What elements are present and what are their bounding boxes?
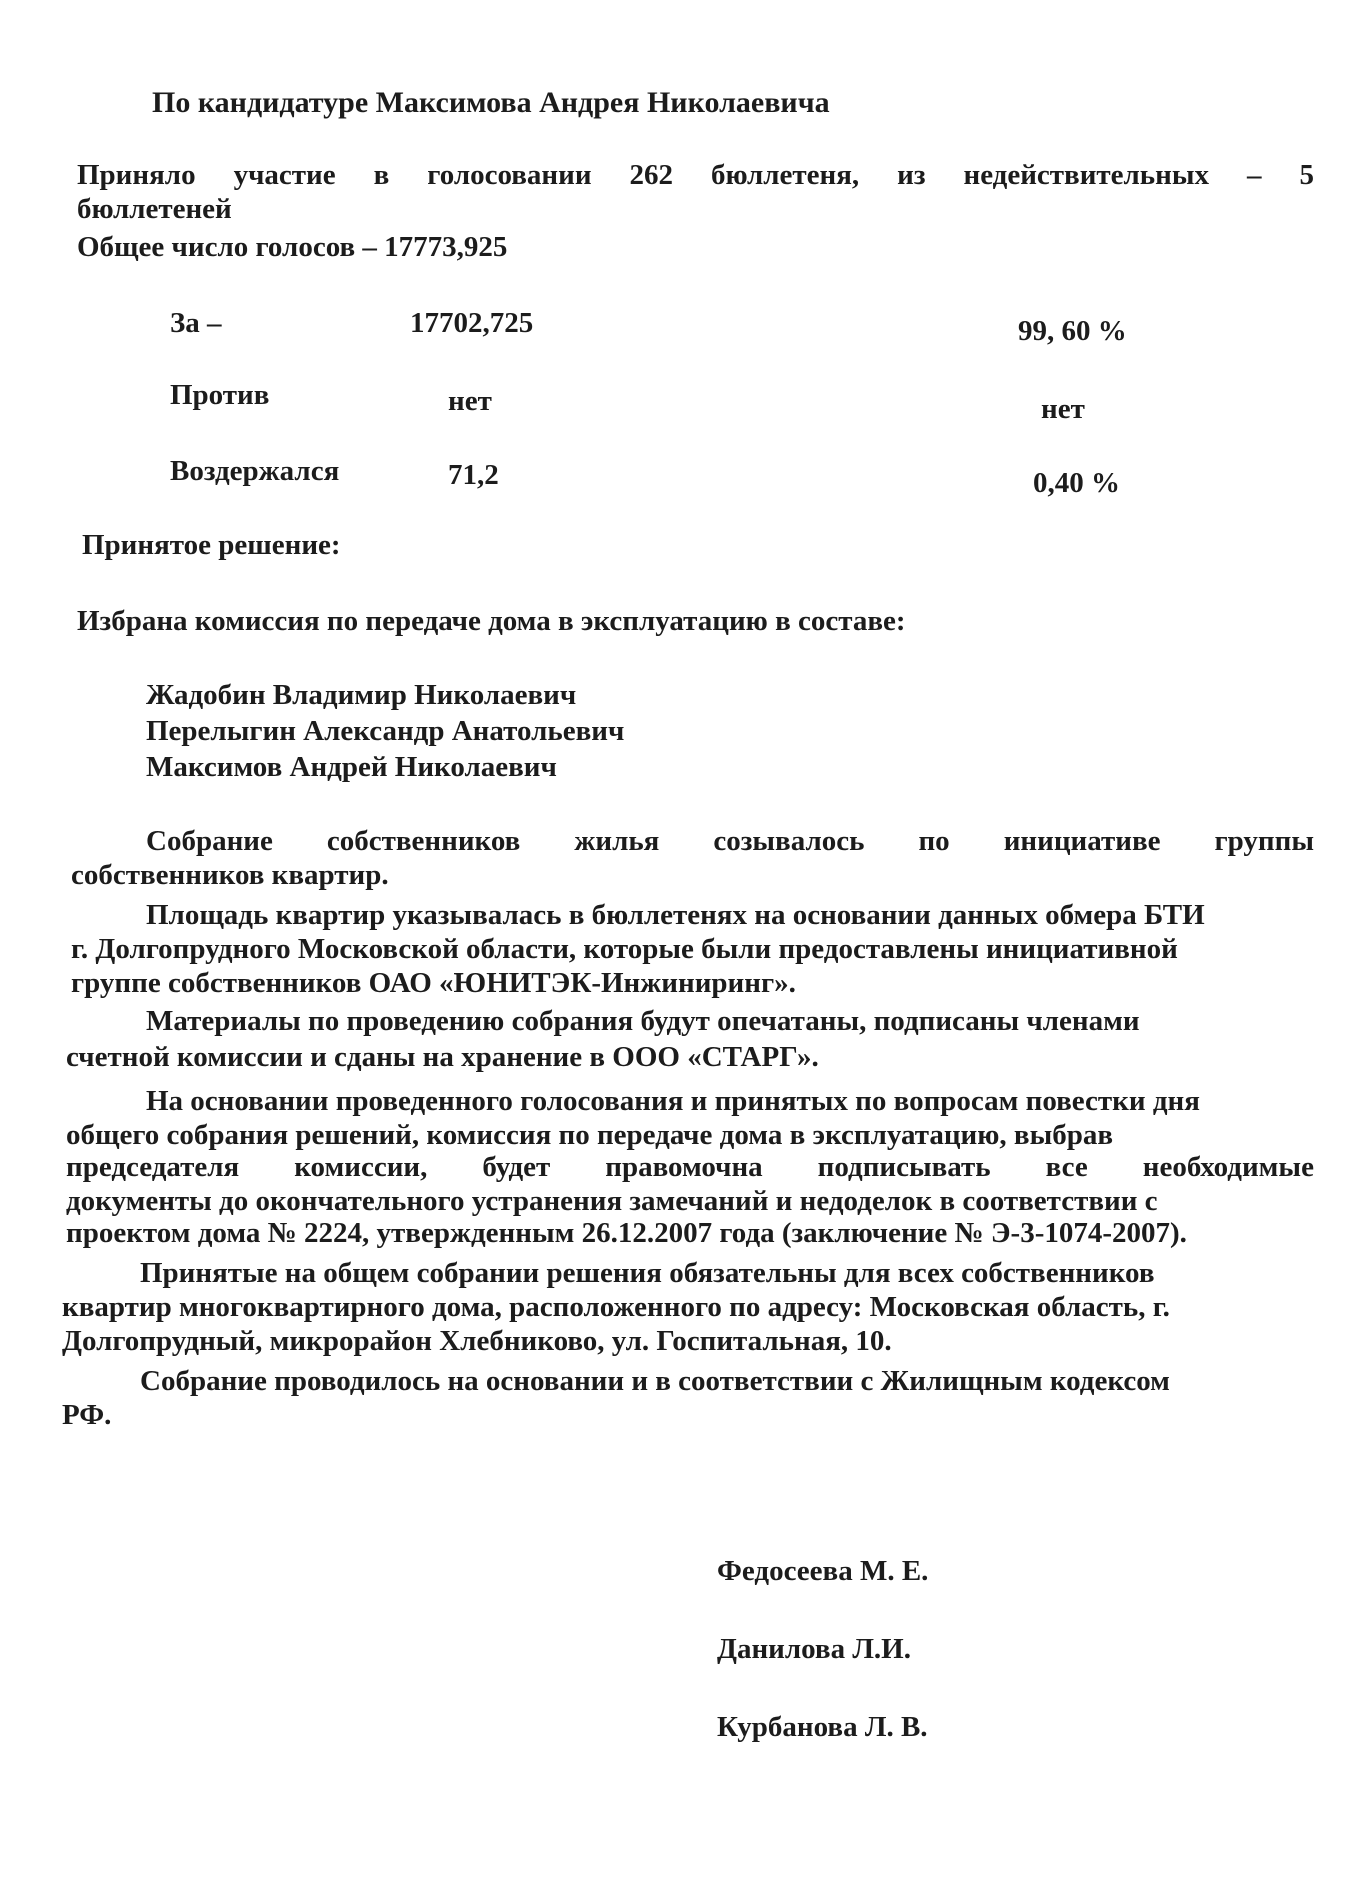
participation-line-1-word: недействительных (963, 159, 1209, 191)
paragraph-4-line-4: документы до окончательного устранения замечаний и недоделок в соответствии с (66, 1185, 1158, 1217)
paragraph-1-line-1-word: жилья (574, 825, 660, 857)
candidate-heading: По кандидатуре Максимова Андрея Николаевича (152, 86, 830, 119)
signature-2: Данилова Л.И. (717, 1633, 911, 1665)
paragraph-4-line-3-word: подписывать (817, 1151, 991, 1183)
paragraph-6-line-1: Собрание проводилось на основании и в соответствии с Жилищным кодексом (140, 1365, 1170, 1397)
total-votes: Общее число голосов – 17773,925 (77, 231, 508, 263)
paragraph-4-line-3-word: необходимые (1142, 1151, 1314, 1183)
paragraph-5-line-2: квартир многоквартирного дома, расположенного по адресу: Московская область, г. (62, 1291, 1170, 1323)
result-for-label: За – (170, 307, 222, 339)
participation-line-2: бюллетеней (77, 193, 232, 225)
paragraph-4-line-3-word: председателя (66, 1151, 240, 1183)
signature-3: Курбанова Л. В. (717, 1711, 928, 1743)
participation-line-1-word: Приняло (77, 159, 196, 191)
participation-line-1-word: голосовании (427, 159, 592, 191)
paragraph-5-line-3: Долгопрудный, микрорайон Хлебниково, ул. Госпитальная, 10. (62, 1325, 892, 1357)
paragraph-4-line-3-word: все (1045, 1151, 1088, 1183)
paragraph-5-line-1: Принятые на общем собрании решения обязательны для всех собственников (140, 1257, 1155, 1289)
member-3: Максимов Андрей Николаевич (146, 751, 557, 783)
participation-line-1-word: участие (233, 159, 336, 191)
participation-line-1 (77, 158, 1314, 192)
paragraph-2-line-2: г. Долгопрудного Московской области, которые были предоставлены инициативной (71, 933, 1178, 965)
result-abstain-label: Воздержался (170, 455, 340, 487)
commission-intro: Избрана комиссия по передаче дома в эксплуатацию в составе: (77, 605, 906, 637)
result-for-value: 17702,725 (410, 307, 534, 339)
paragraph-1-line-1-word: группы (1214, 825, 1314, 857)
paragraph-3-line-1: Материалы по проведению собрания будут опечатаны, подписаны членами (146, 1005, 1140, 1037)
participation-line-1-word: 5 (1299, 159, 1314, 191)
paragraph-4-line-2: общего собрания решений, комиссия по передаче дома в эксплуатацию, выбрав (66, 1119, 1114, 1151)
member-2: Перелыгин Александр Анатольевич (146, 715, 625, 747)
paragraph-1-line-1-word: Собрание (146, 825, 273, 857)
paragraph-4-line-3 (66, 1150, 1314, 1184)
paragraph-1-line-1-word: созывалось (713, 825, 865, 857)
paragraph-4-line-3-word: будет (482, 1151, 551, 1183)
paragraph-2-line-3: группе собственников ОАО «ЮНИТЭК-Инжиниринг». (71, 967, 796, 999)
result-abstain-percent: 0,40 % (1033, 467, 1120, 499)
paragraph-4-line-3-word: правомочна (605, 1151, 763, 1183)
paragraph-4-line-1: На основании проведенного голосования и принятых по вопросам повестки дня (146, 1085, 1200, 1117)
paragraph-4-line-3-word: комиссии, (294, 1151, 428, 1183)
decision-heading: Принятое решение: (82, 529, 341, 561)
paragraph-1-line-1-word: по (918, 825, 950, 857)
paragraph-1-line-2: собственников квартир. (71, 859, 389, 891)
participation-line-1-word: бюллетеня, (711, 159, 860, 191)
result-against-label: Против (170, 379, 270, 411)
result-abstain-value: 71,2 (448, 459, 499, 491)
result-for-percent: 99, 60 % (1018, 315, 1127, 347)
participation-line-1-word: – (1246, 159, 1262, 191)
paragraph-2-line-1: Площадь квартир указывалась в бюллетенях на основании данных обмера БТИ (146, 899, 1205, 931)
result-against-value: нет (448, 385, 492, 417)
member-1: Жадобин Владимир Николаевич (146, 679, 577, 711)
paragraph-1-line-1 (146, 824, 1314, 858)
paragraph-1-line-1-word: инициативе (1003, 825, 1161, 857)
participation-line-1-word: из (897, 159, 926, 191)
participation-line-1-word: 262 (629, 159, 674, 191)
paragraph-4-line-5: проектом дома № 2224, утвержденным 26.12.2007 года (заключение № Э-3-1074-2007). (66, 1217, 1187, 1249)
result-against-percent: нет (1041, 393, 1085, 425)
paragraph-1-line-1-word: собственников (326, 825, 521, 857)
paragraph-6-line-2: РФ. (62, 1399, 112, 1431)
paragraph-3-line-2: счетной комиссии и сданы на хранение в ООО «СТАРГ». (66, 1041, 819, 1073)
signature-1: Федосеева М. Е. (717, 1555, 929, 1587)
participation-line-1-word: в (373, 159, 390, 191)
